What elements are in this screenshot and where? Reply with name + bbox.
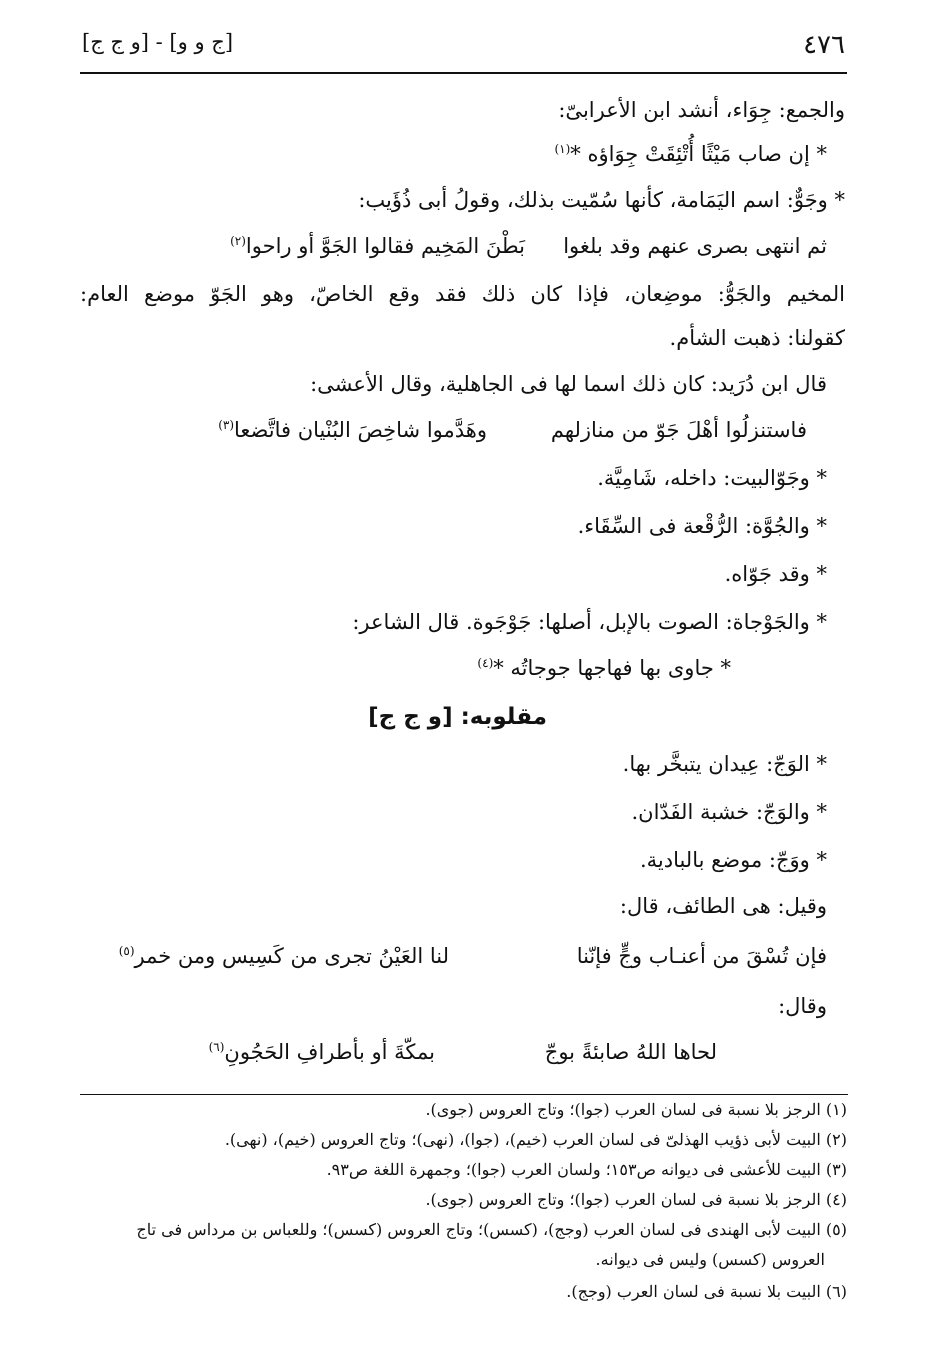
body-line: * وجَوّالبيت: داخله، شَامِيَّة. [597, 466, 827, 490]
body-line: * الوَجّ: عِيدان يتبخَّر بها. [622, 752, 827, 776]
verse-hemistich-second: بمكّةَ أو بأطرافِ الحَجُونِ$^{(٦)}$ [208, 1040, 435, 1064]
footnote-ref: (١) [554, 142, 571, 156]
body-line: قال ابن دُرَيد: كان ذلك اسما لها فى الجاهلية، وقال الأعشى: [310, 372, 827, 396]
section-heading: مقلوبه: [و ج ج] [368, 704, 547, 730]
footnote: (١) الرجز بلا نسبة فى لسان العرب (جوا)؛ وتاج العروس (جوى). [425, 1100, 847, 1119]
body-line: * وجَوٌّ: اسم اليَمَامة، كأنها سُمّيت بذلك، وقولُ أبى ذُؤَيب: [358, 188, 845, 212]
footnote: (٦) البيت بلا نسبة فى لسان العرب (وجج). [566, 1282, 847, 1301]
body-line: والجمع: جِوَاء، أنشد ابن الأعرابىّ: [558, 98, 845, 122]
footnote-ref: (٦) [208, 1040, 225, 1054]
body-line: * والجَوْجاة: الصوت بالإبل، أصلها: جَوْجَوة. قال الشاعر: [352, 610, 827, 634]
running-header-root: [ج و و] - [و ج ج] [82, 30, 234, 54]
footnote-rule [80, 1094, 848, 1095]
footnote: (٥) البيت لأبى الهندى فى لسان العرب (وجج)، (كسس)؛ وتاج العروس (كسس)؛ وللعباس بن مرداس فى تاج [136, 1220, 847, 1239]
footnote-ref: (٢) [230, 234, 246, 248]
page-number: ٤٧٦ [803, 30, 845, 60]
verse-hemistich-first: فاستنزلُوا أهْلَ جَوّ من منازلهم [550, 418, 807, 442]
verse-hemistich-second: لنا العَيْنُ تجرى من كَسِيس ومن خمر$^{(٥)}$ [118, 944, 449, 968]
footnote: (٤) الرجز بلا نسبة فى لسان العرب (جوا)؛ وتاج العروس (جوى). [425, 1190, 847, 1209]
body-line: وقيل: هى الطائف، قال: [619, 894, 827, 918]
body-line: * ووَجّ: موضع بالبادية. [639, 848, 827, 872]
footnote: (٢) البيت لأبى ذؤيب الهذلىّ فى لسان العرب (خيم)، (جوا)، (نهى)؛ وتاج العروس (خيم)، (نهى). [224, 1130, 847, 1149]
verse-hemistich-first: لحاها اللهُ صابئةً بوجّ [544, 1040, 717, 1064]
footnote-ref: (٣) [218, 418, 235, 432]
verse-hemistich-second: وهَدَّموا شاخِصَ البُنْيان فاتَّضعا$^{(٣)}$ [218, 418, 487, 442]
verse-line: * إن صاب مَيْثًا أُتْئِقَتْ جِوَاؤه *$^{(١)}$ [554, 142, 827, 166]
body-line: * وقد جَوّاه. [724, 562, 827, 586]
header-rule [80, 72, 847, 74]
body-line: المخيم والجَوُّ: موضِعان، فإذا كان ذلك فقد وقع الخاصّ، وهو الجَوّ موضع العام: [80, 282, 845, 306]
verse-hemistich-first: فإن تُسْقَ من أعنـاب وجٍّ فإنّنا [576, 944, 827, 968]
body-line: * والجُوَّة: الرُّقْعة فى السِّقَاء. [577, 514, 827, 538]
footnote-ref: (٥) [118, 944, 135, 958]
verse-line: * جاوى بها فهاجها جوجاتُه *$^{(٤)}$ [477, 656, 731, 680]
verse-hemistich-first: ثم انتهى بصرى عنهم وقد بلغوا [563, 234, 827, 258]
body-line: * والوَجّ: خشبة الفَدّان. [631, 800, 827, 824]
footnote-ref: (٤) [477, 656, 494, 670]
body-line: كقولنا: ذهبت الشأم. [669, 326, 845, 350]
footnote-continuation: العروس (كسس) وليس فى ديوانه. [595, 1250, 825, 1269]
verse-hemistich-second: بَطْنَ المَخِيم فقالوا الجَوَّ أو راحوا$^{(٢)}$ [230, 234, 525, 258]
body-line: وقال: [778, 994, 827, 1018]
footnote: (٣) البيت للأعشى فى ديوانه ص١٥٣؛ ولسان العرب (جوا)؛ وجمهرة اللغة ص٩٣. [326, 1160, 847, 1179]
